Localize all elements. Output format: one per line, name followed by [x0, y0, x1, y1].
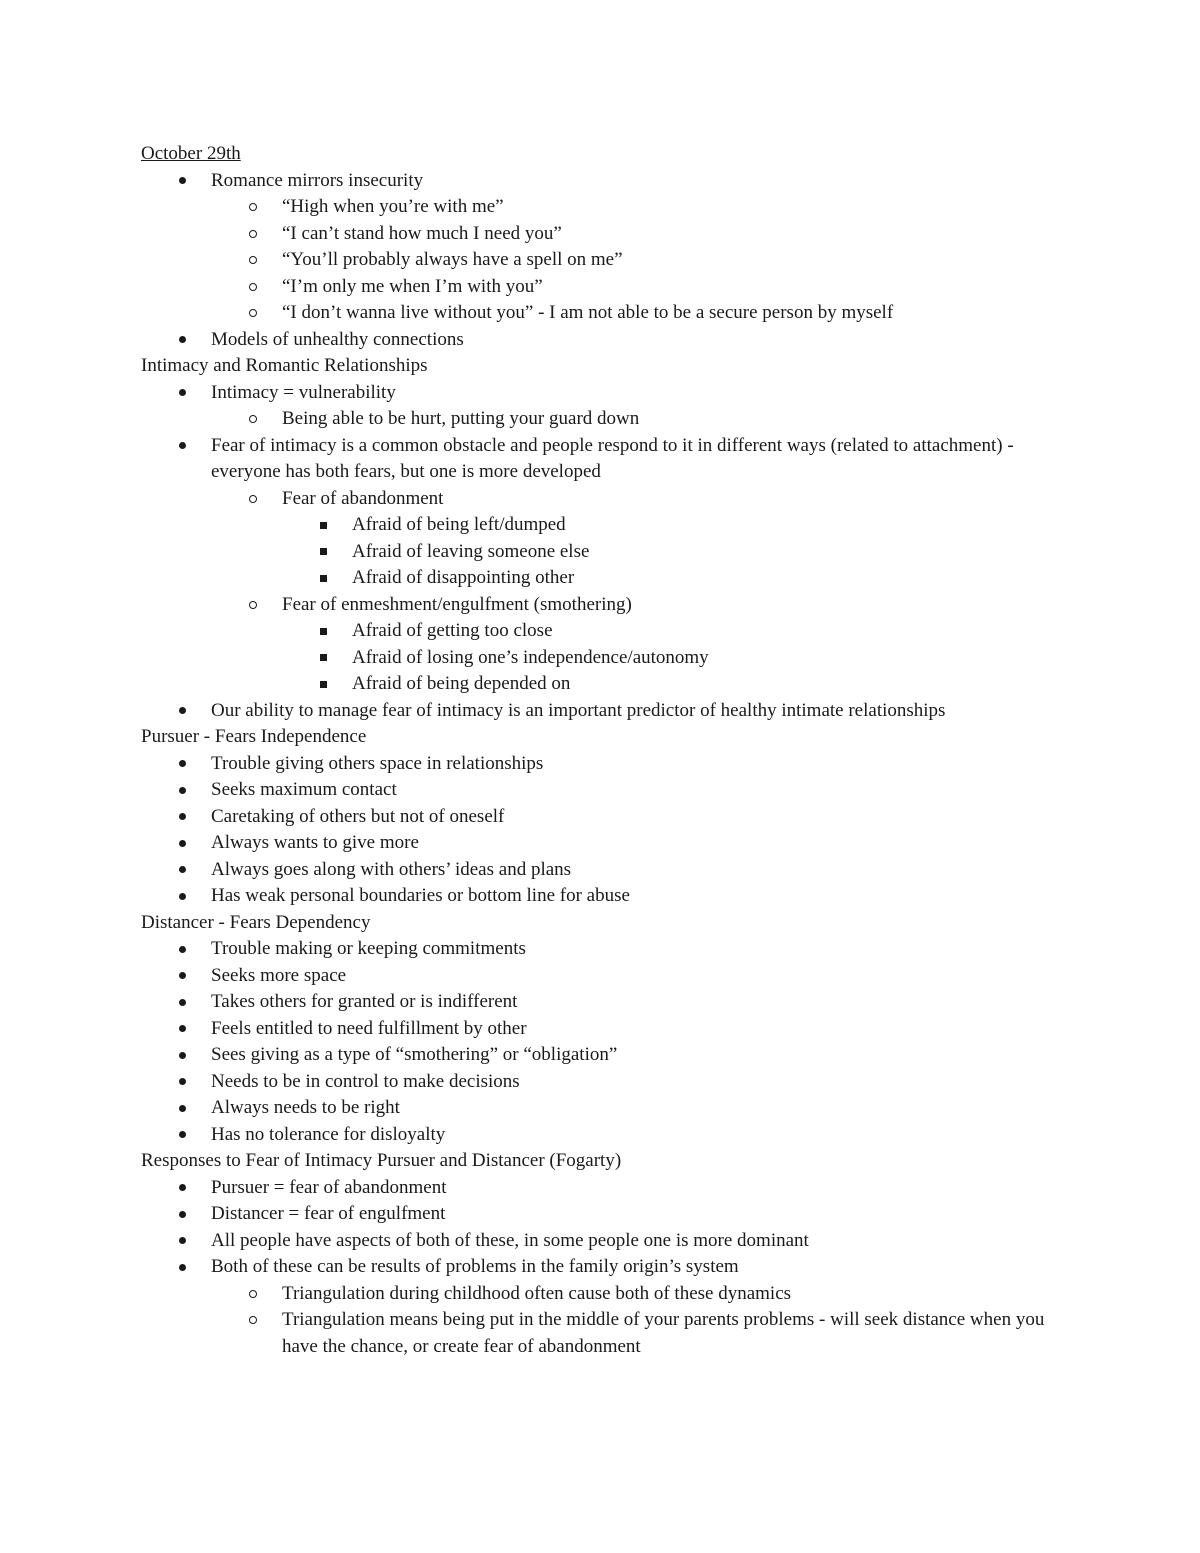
- bullet-disc-icon: [175, 989, 189, 1016]
- list-item: [141, 830, 1061, 857]
- list-item-text: Always goes along with others’ ideas and plans: [211, 858, 572, 880]
- list-item: [141, 1175, 1061, 1202]
- heading-text: Intimacy and Romantic Relationships: [141, 355, 428, 376]
- list-item: [141, 618, 1061, 645]
- list-item: [141, 194, 1061, 221]
- list-item: [141, 327, 1061, 354]
- list-item: [141, 512, 1061, 539]
- heading-text: Pursuer - Fears Independence: [141, 726, 367, 747]
- list-item: [141, 539, 1061, 566]
- bullet-disc-icon: [175, 1016, 189, 1043]
- list-item-text: “I’m only me when I’m with you”: [282, 275, 543, 297]
- bullet-disc-icon: [175, 936, 189, 963]
- bullet-circle-icon: [246, 592, 260, 619]
- list-item: [141, 1016, 1061, 1043]
- bullet-square-icon: [316, 618, 330, 645]
- heading-text: Distancer - Fears Dependency: [141, 911, 371, 933]
- list-item-text: Our ability to manage fear of intimacy is an important predictor of healthy intimate relationships: [211, 699, 946, 721]
- bullet-circle-icon: [246, 194, 260, 221]
- list-item: [141, 406, 1061, 433]
- list-item-text: “You’ll probably always have a spell on me”: [282, 249, 623, 270]
- bullet-circle-icon: [246, 406, 260, 433]
- section-heading: [141, 724, 1061, 751]
- list-item-text: Afraid of leaving someone else: [352, 540, 590, 562]
- list-item-text: Always needs to be right: [211, 1097, 400, 1118]
- list-item-text: Always wants to give more: [211, 832, 419, 853]
- list-item-text: Takes others for granted or is indifferent: [211, 991, 518, 1012]
- list-item: [141, 804, 1061, 831]
- bullet-disc-icon: [175, 1069, 189, 1096]
- list-item: [141, 1281, 1061, 1308]
- list-item: [141, 1307, 1061, 1360]
- bullet-square-icon: [316, 539, 330, 566]
- list-item-text: Both of these can be results of problems in the family origin’s system: [211, 1256, 739, 1277]
- heading-text: October 29th: [141, 143, 241, 164]
- bullet-disc-icon: [175, 963, 189, 990]
- bullet-square-icon: [316, 565, 330, 592]
- bullet-disc-icon: [175, 1201, 189, 1228]
- list-item: [141, 857, 1061, 884]
- list-item-text: Afraid of disappointing other: [352, 567, 575, 588]
- list-item: [141, 777, 1061, 804]
- list-item-text: Trouble giving others space in relationships: [211, 752, 544, 774]
- bullet-disc-icon: [175, 698, 189, 725]
- list-item: [141, 433, 1061, 486]
- list-item: [141, 247, 1061, 274]
- list-item-text: Fear of enmeshment/engulfment (smothering): [282, 593, 632, 615]
- list-item-text: Trouble making or keeping commitments: [211, 938, 526, 959]
- list-item: [141, 1201, 1061, 1228]
- list-item: [141, 565, 1061, 592]
- list-item-text: Has weak personal boundaries or bottom line for abuse: [211, 885, 630, 906]
- list-item: [141, 1122, 1061, 1149]
- list-item-text: “High when you’re with me”: [282, 196, 504, 217]
- list-item: [141, 751, 1061, 778]
- list-item: [141, 963, 1061, 990]
- bullet-disc-icon: [175, 857, 189, 884]
- list-item-text: Fear of abandonment: [282, 487, 444, 509]
- list-item-text: “I don’t wanna live without you” - I am not able to be a secure person by myself: [282, 302, 894, 323]
- bullet-disc-icon: [175, 1228, 189, 1255]
- bullet-disc-icon: [175, 327, 189, 354]
- list-item-text: Has no tolerance for disloyalty: [211, 1123, 446, 1145]
- list-item-text: Models of unhealthy connections: [211, 328, 464, 350]
- bullet-circle-icon: [246, 300, 260, 327]
- list-item-text: Caretaking of others but not of oneself: [211, 805, 505, 827]
- list-item: [141, 486, 1061, 513]
- list-item-text: Triangulation means being put in the middle of your parents problems - will seek distance when you have the chance, or create fear of abandonment: [282, 1309, 1045, 1357]
- list-item-text: All people have aspects of both of these, in some people one is more dominant: [211, 1229, 809, 1251]
- bullet-square-icon: [316, 645, 330, 672]
- bullet-square-icon: [316, 671, 330, 698]
- bullet-disc-icon: [175, 883, 189, 910]
- list-item: [141, 883, 1061, 910]
- list-item-text: Triangulation during childhood often cause both of these dynamics: [282, 1282, 792, 1304]
- section-heading: [141, 1148, 1061, 1175]
- list-item-text: Intimacy = vulnerability: [211, 381, 396, 403]
- bullet-disc-icon: [175, 380, 189, 407]
- list-item-text: Needs to be in control to make decisions: [211, 1070, 520, 1092]
- list-item: [141, 698, 1061, 725]
- bullet-circle-icon: [246, 221, 260, 248]
- list-item: [141, 300, 1061, 327]
- list-item-text: Sees giving as a type of “smothering” or “obligation”: [211, 1044, 618, 1065]
- list-item-text: Distancer = fear of engulfment: [211, 1203, 446, 1224]
- list-item-text: Afraid of being depended on: [352, 673, 571, 694]
- bullet-disc-icon: [175, 168, 189, 195]
- bullet-circle-icon: [246, 247, 260, 274]
- bullet-disc-icon: [175, 804, 189, 831]
- list-item: [141, 1042, 1061, 1069]
- list-item-text: Afraid of getting too close: [352, 620, 553, 641]
- list-item-text: Romance mirrors insecurity: [211, 169, 424, 191]
- section-heading: [141, 353, 1061, 380]
- bullet-circle-icon: [246, 1281, 260, 1308]
- bullet-disc-icon: [175, 433, 189, 460]
- list-item: [141, 1095, 1061, 1122]
- bullet-disc-icon: [175, 1175, 189, 1202]
- bullet-disc-icon: [175, 1254, 189, 1281]
- list-item-text: Afraid of being left/dumped: [352, 514, 566, 535]
- list-item: [141, 989, 1061, 1016]
- document-body: [141, 141, 1061, 1360]
- section-heading: [141, 910, 1061, 937]
- list-item: [141, 1069, 1061, 1096]
- list-item-text: Being able to be hurt, putting your guard down: [282, 408, 640, 429]
- list-item: [141, 592, 1061, 619]
- list-item: [141, 1254, 1061, 1281]
- bullet-disc-icon: [175, 1042, 189, 1069]
- list-item: [141, 1228, 1061, 1255]
- bullet-disc-icon: [175, 777, 189, 804]
- list-item-text: Afraid of losing one’s independence/autonomy: [352, 646, 709, 668]
- list-item-text: Fear of intimacy is a common obstacle and people respond to it in different ways (related to attachment) - everyone has both fears, but one is more developed: [211, 434, 1014, 482]
- list-item: [141, 645, 1061, 672]
- list-item: [141, 168, 1061, 195]
- bullet-circle-icon: [246, 1307, 260, 1334]
- list-item-text: “I can’t stand how much I need you”: [282, 222, 562, 244]
- list-item-text: Seeks more space: [211, 964, 347, 986]
- bullet-circle-icon: [246, 486, 260, 513]
- list-item: [141, 274, 1061, 301]
- section-heading: [141, 141, 1061, 168]
- list-item-text: Pursuer = fear of abandonment: [211, 1176, 447, 1198]
- bullet-disc-icon: [175, 751, 189, 778]
- list-item: [141, 936, 1061, 963]
- bullet-square-icon: [316, 512, 330, 539]
- bullet-disc-icon: [175, 1122, 189, 1149]
- list-item-text: Feels entitled to need fulfillment by other: [211, 1017, 527, 1039]
- list-item: [141, 380, 1061, 407]
- bullet-disc-icon: [175, 1095, 189, 1122]
- list-item-text: Seeks maximum contact: [211, 779, 397, 800]
- list-item: [141, 671, 1061, 698]
- bullet-circle-icon: [246, 274, 260, 301]
- heading-text: Responses to Fear of Intimacy Pursuer and Distancer (Fogarty): [141, 1150, 622, 1171]
- bullet-disc-icon: [175, 830, 189, 857]
- list-item: [141, 221, 1061, 248]
